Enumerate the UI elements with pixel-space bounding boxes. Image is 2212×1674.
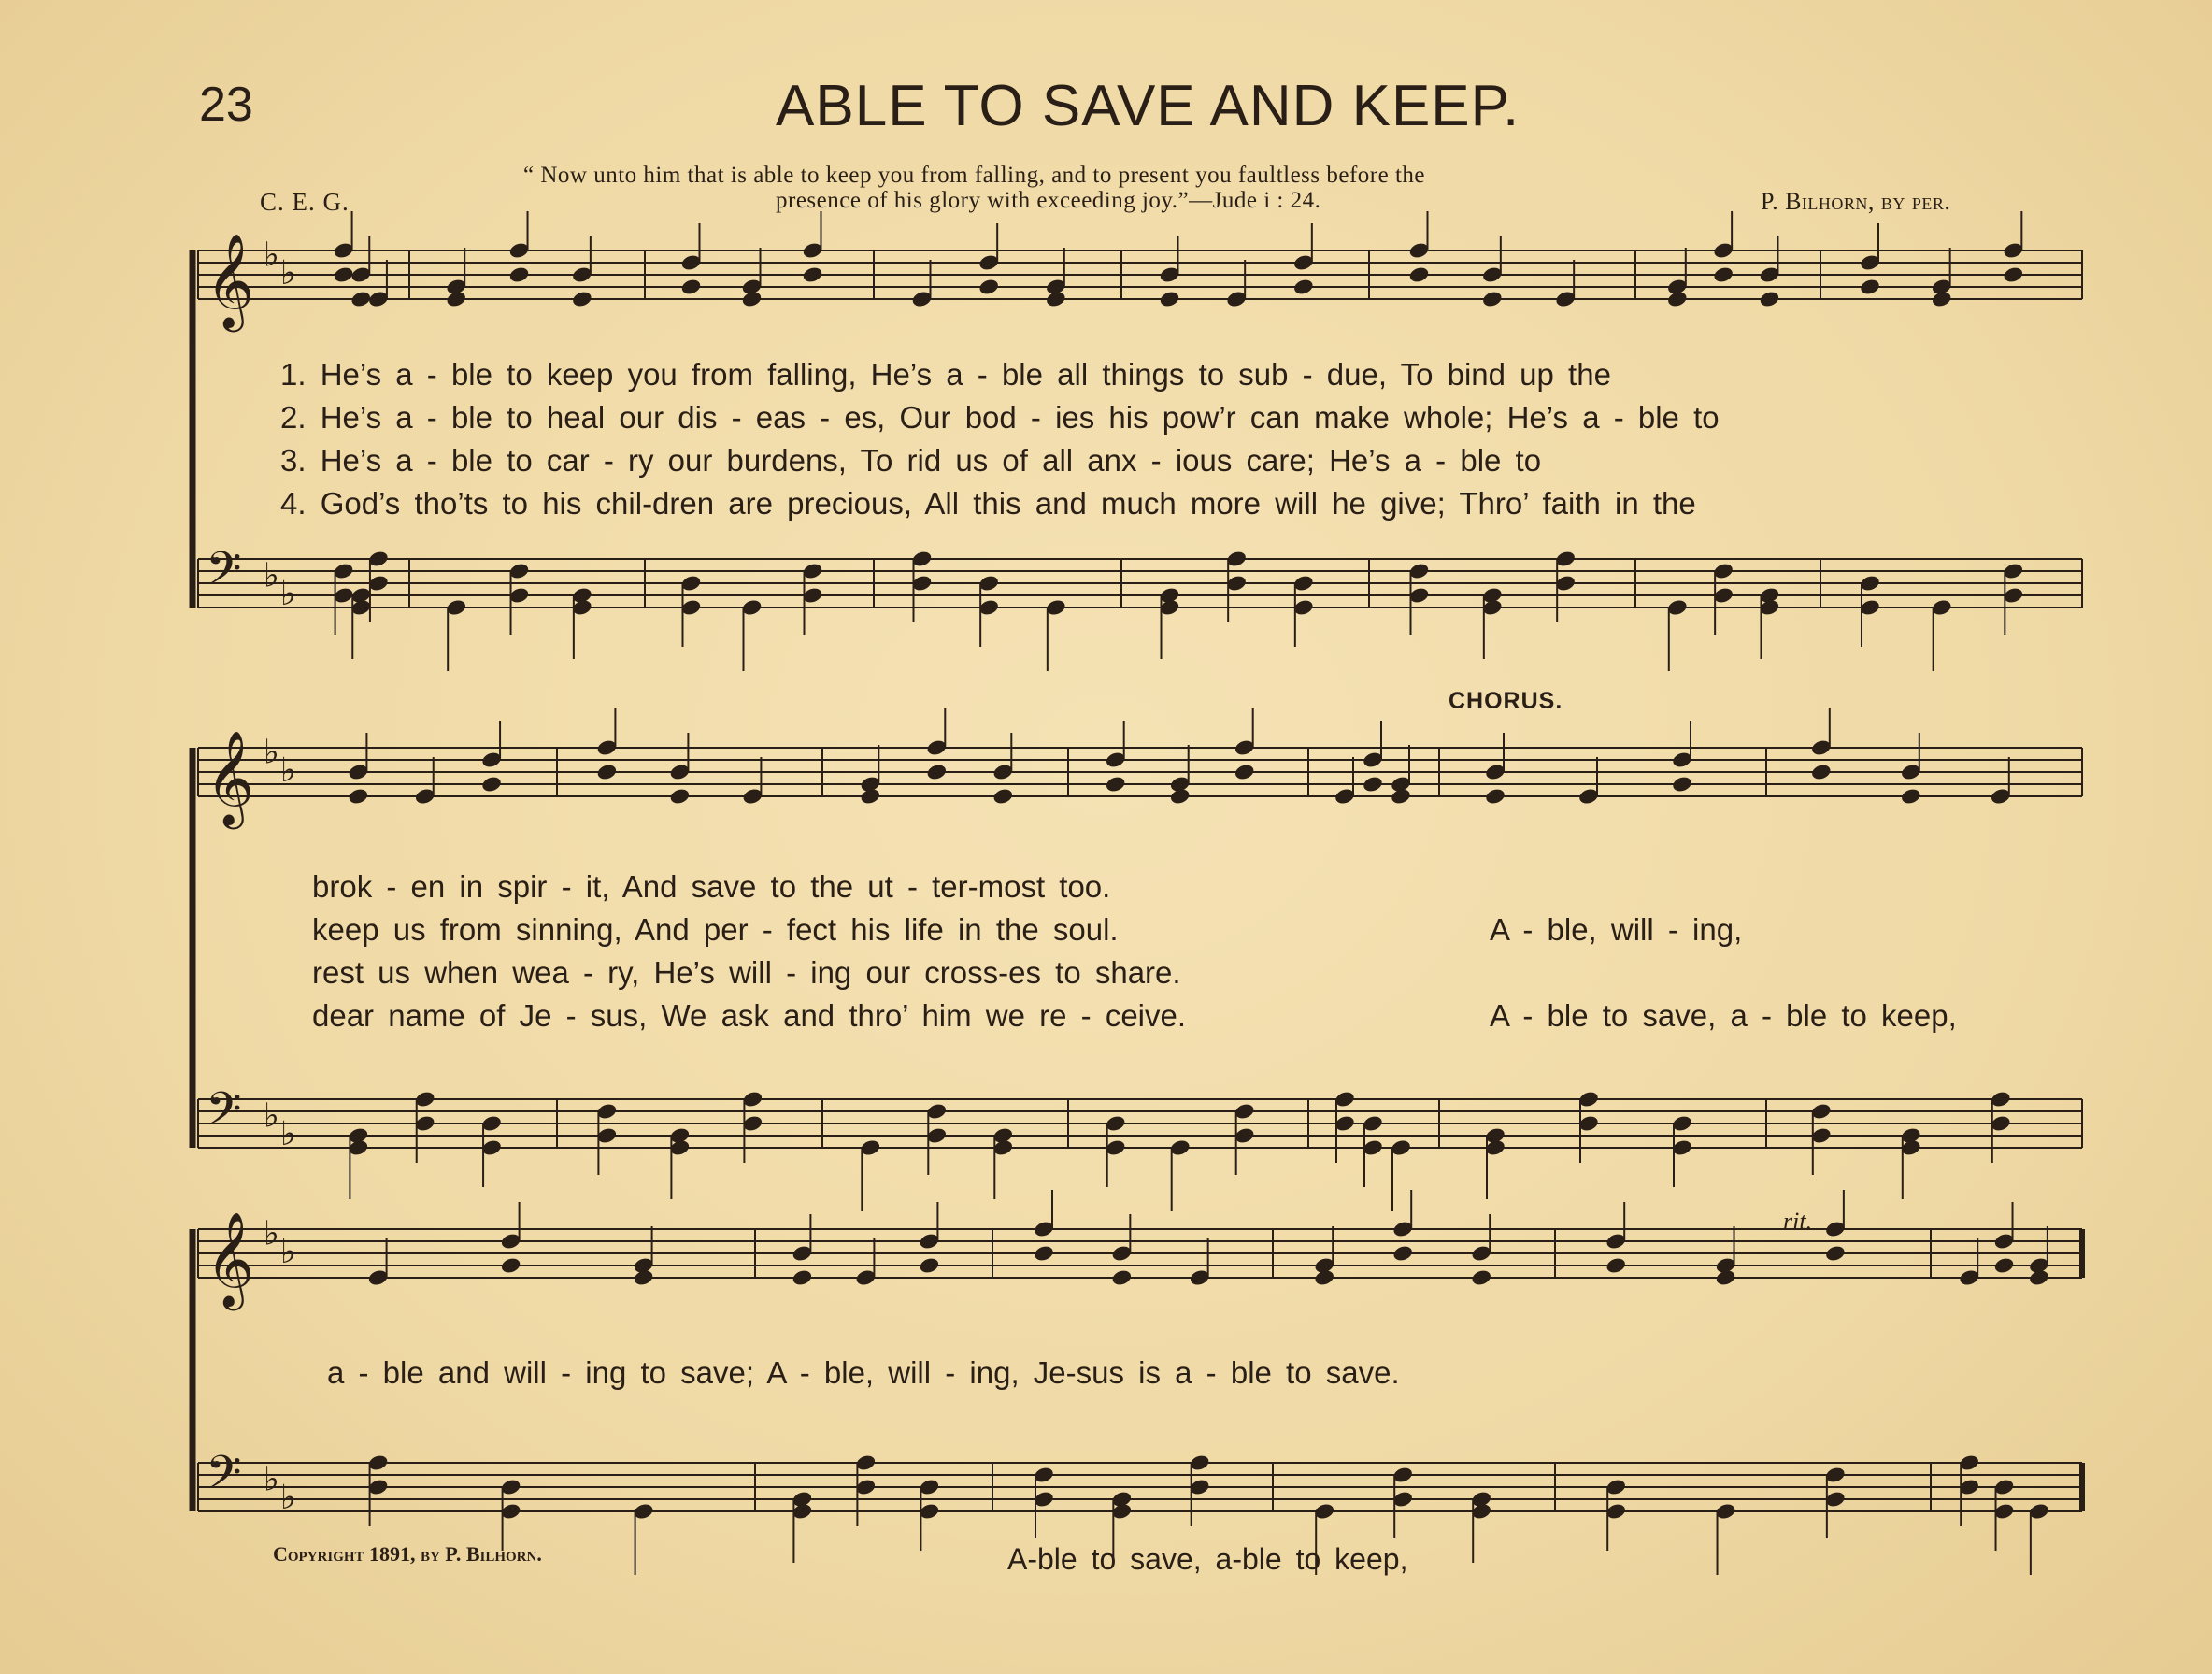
verse-1-continuation: brok - en in spir - it, And save to the ut - ter-most too. (312, 869, 1111, 904)
verse-1-line: 1. He’s a - ble to keep you from falling, He’s a - ble all things to sub - due, To bind up the (280, 357, 1611, 392)
copyright-notice: Copyright 1891, by P. Bilhorn. (273, 1542, 542, 1566)
tune-key: C. E. G. (260, 188, 350, 216)
note-head (669, 787, 692, 806)
note-head (508, 265, 531, 284)
verse-3-continuation: rest us when wea - ry, He’s will - ing our cross-es to share. (312, 955, 1181, 990)
note-head (350, 290, 372, 308)
footer-bass-lyric: A-ble to save, a-ble to keep, (1007, 1542, 1408, 1576)
treble-clef-icon: 𝄞 (206, 729, 255, 825)
flat-icon: ♭ (280, 751, 296, 791)
hymn-title: ABLE TO SAVE AND KEEP. (776, 74, 1520, 138)
note-head (680, 278, 703, 296)
note-head (1715, 1268, 1737, 1287)
note-head (596, 763, 619, 781)
note-head (1470, 1268, 1492, 1287)
note-head (1666, 290, 1689, 308)
chorus-lyric-soprano: A - ble, will - ing, (1490, 912, 1743, 947)
note-head (1605, 1256, 1627, 1275)
note-head (333, 265, 355, 284)
note-head (1033, 1244, 1055, 1263)
note-head (1931, 290, 1953, 308)
note-head (1362, 775, 1384, 794)
note-head (741, 290, 763, 308)
note-head (571, 290, 593, 308)
note-head (926, 763, 949, 781)
note-head (2028, 1268, 2050, 1287)
flat-icon: ♭ (264, 236, 279, 275)
note-head (1484, 787, 1506, 806)
epigraph-line-1: “ Now unto him that is able to keep you from falling, and to present you faultless before the (523, 163, 1426, 188)
note-head (348, 787, 370, 806)
note-head (792, 1268, 814, 1287)
flat-icon: ♭ (280, 1115, 296, 1154)
note-head (1105, 775, 1127, 794)
flat-icon: ♭ (280, 575, 296, 614)
verse-3-line: 3. He’s a - ble to car - ry our burdens, To rid us of all anx - ious care; He’s a - ble to (280, 443, 1542, 478)
verse-4-continuation: dear name of Je - sus, We ask and thro’ him we re - ceive. (312, 998, 1187, 1033)
note-head (1481, 290, 1504, 308)
flat-icon: ♭ (264, 1096, 279, 1136)
verse-4-line: 4. God’s tho’ts to his chil-dren are precious, All this and much more will he give; Thro’ faith in the (280, 486, 1696, 521)
note-head (1759, 290, 1781, 308)
bass-clef-icon: 𝄢 (206, 542, 242, 608)
flat-icon: ♭ (280, 254, 296, 293)
chorus-lyric-line: a - ble and will - ing to save; A - ble, will - ing, Je-sus is a - ble to save. (327, 1355, 1400, 1390)
note-head (1169, 787, 1192, 806)
page-number: 23 (199, 78, 253, 132)
note-head (2003, 265, 2025, 284)
note-head (978, 278, 1000, 296)
verse-2-continuation: keep us from sinning, And per - fect his life in the soul. (312, 912, 1119, 947)
chorus-lyric-bass: A - ble to save, a - ble to keep, (1490, 998, 1957, 1033)
note-head (1408, 265, 1431, 284)
note-head (480, 775, 503, 794)
flat-icon: ♭ (264, 1214, 279, 1253)
flat-icon: ♭ (280, 1233, 296, 1272)
bass-clef-icon: 𝄢 (206, 1082, 242, 1148)
note-head (1810, 763, 1833, 781)
note-head (1234, 763, 1256, 781)
note-head (1671, 775, 1693, 794)
tempo-marking: rit. (1783, 1208, 1813, 1235)
note-head (992, 787, 1015, 806)
epigraph-line-2: presence of his glory with exceeding joy.”—Jude i : 24. (776, 188, 1321, 213)
note-head (633, 1268, 655, 1287)
note-head (1712, 265, 1734, 284)
note-head (919, 1256, 941, 1275)
treble-clef-icon: 𝄞 (206, 1210, 255, 1307)
treble-clef-icon: 𝄞 (206, 232, 255, 328)
note-head (1859, 278, 1881, 296)
note-head (1313, 1268, 1335, 1287)
flat-icon: ♭ (280, 1479, 296, 1518)
note-head (1390, 787, 1412, 806)
note-head (860, 787, 882, 806)
bass-clef-icon: 𝄢 (206, 1446, 242, 1511)
note-head (1045, 290, 1067, 308)
flat-icon: ♭ (264, 1460, 279, 1499)
note-head (1900, 787, 1922, 806)
note-head (1824, 1244, 1847, 1263)
note-head (1111, 1268, 1134, 1287)
composer-credit: P. Bilhorn, by per. (1761, 188, 1951, 215)
chorus-label: CHORUS. (1449, 688, 1563, 714)
note-head (500, 1256, 522, 1275)
note-head (1292, 278, 1315, 296)
note-head (802, 265, 824, 284)
note-head (1391, 1244, 1414, 1263)
note-head (1159, 290, 1181, 308)
flat-icon: ♭ (264, 556, 279, 595)
note-head (1993, 1256, 2016, 1275)
note-head (445, 290, 467, 308)
flat-icon: ♭ (264, 733, 279, 772)
verse-2-line: 2. He’s a - ble to heal our dis - eas - es, Our bod - ies his pow’r can make whole; He’s a - ble to (280, 400, 1720, 435)
